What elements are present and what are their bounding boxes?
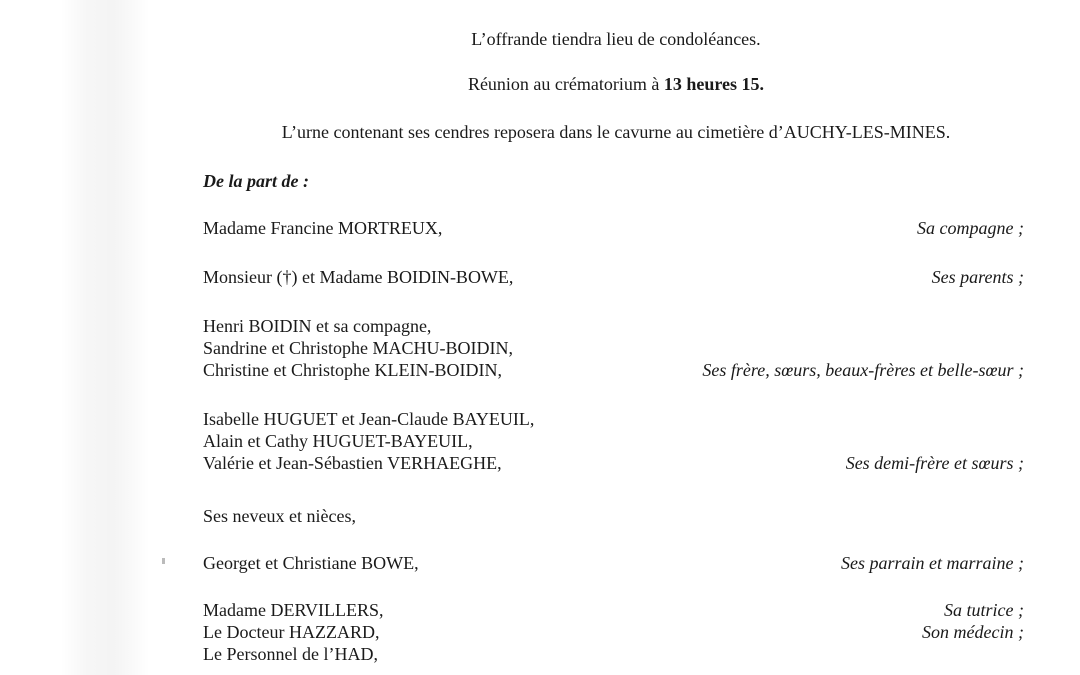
family-relation: Son médecin ; xyxy=(922,622,1024,642)
family-group xyxy=(203,599,384,665)
family-name: Le Docteur HAZZARD, xyxy=(203,622,380,642)
family-name: Madame Francine MORTREUX, xyxy=(203,218,443,238)
family-name: Madame DERVILLERS, xyxy=(203,600,384,620)
family-relation-group xyxy=(922,599,1024,643)
family-name: Henri BOIDIN et sa compagne, xyxy=(203,316,432,336)
family-name: Valérie et Jean-Sébastien VERHAEGHE, xyxy=(203,453,502,473)
family-name: Sandrine et Christophe MACHU-BOIDIN, xyxy=(203,338,513,358)
family-relation: Ses parents ; xyxy=(931,267,1024,287)
from-heading: De la part de : xyxy=(203,171,309,191)
family-name: Georget et Christiane BOWE, xyxy=(203,553,419,573)
meeting-time: 13 heures 15. xyxy=(663,74,765,94)
scan-bleed-through xyxy=(60,0,150,675)
family-name: Le Personnel de l’HAD, xyxy=(203,644,378,664)
family-name: Isabelle HUGUET et Jean-Claude BAYEUIL, xyxy=(203,409,535,429)
family-name: Alain et Cathy HUGUET-BAYEUIL, xyxy=(203,431,473,451)
family-relation: Ses parrain et marraine ; xyxy=(841,553,1024,573)
family-relation: Ses demi-frère et sœurs ; xyxy=(845,453,1024,473)
family-name: Monsieur (†) et Madame BOIDIN-BOWE, xyxy=(203,267,514,287)
family-name: Ses neveux et nièces, xyxy=(203,506,356,526)
family-group xyxy=(203,408,534,474)
family-name: Christine et Christophe KLEIN-BOIDIN, xyxy=(203,360,502,380)
meeting-note xyxy=(0,74,1080,95)
family-relation: Ses frère, sœurs, beaux-frères et belle-sœur ; xyxy=(702,360,1024,380)
offering-note: L’offrande tiendra lieu de condoléances. xyxy=(471,29,761,49)
family-relation: Sa tutrice ; xyxy=(944,600,1024,620)
scan-speck xyxy=(162,558,165,564)
urn-note: L’urne contenant ses cendres reposera dans le cavurne au cimetière d’AUCHY-LES-MINES. xyxy=(281,122,951,142)
family-group xyxy=(203,315,513,381)
family-relation: Sa compagne ; xyxy=(917,218,1024,238)
meeting-prefix: Réunion au crématorium à xyxy=(467,74,664,94)
